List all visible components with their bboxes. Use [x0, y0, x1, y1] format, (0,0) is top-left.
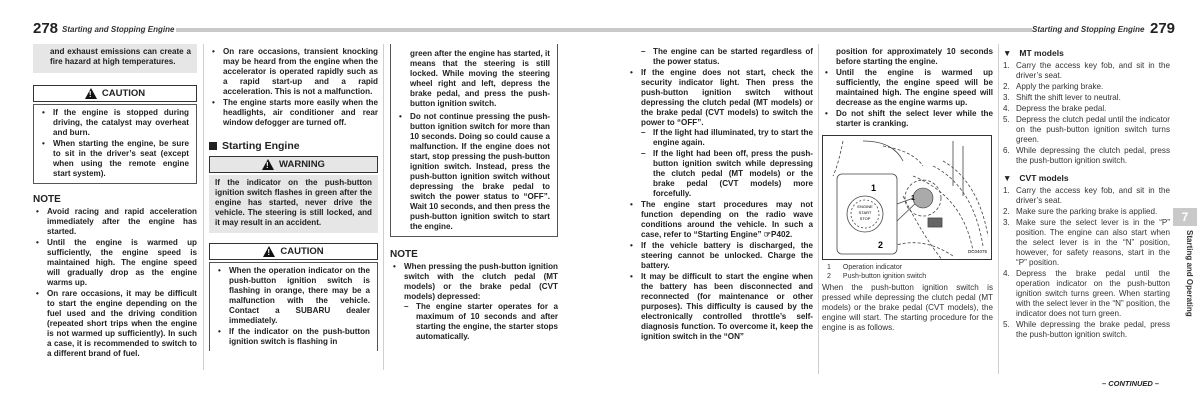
step-number: 1.	[1003, 61, 1010, 70]
warning-continued-text: and exhaust emissions can create a fire hazard at high temperatures.	[33, 44, 197, 73]
caution-item: • When starting the engine, be sure to sit in the driver’s seat (except when using the remote engine start system).	[39, 139, 189, 179]
step-text: Carry the access key fob, and sit in the driver’s seat.	[1016, 186, 1170, 205]
note-item: • The engine starts more easily when the headlights, air conditioner and rear window defogger are turned off.	[209, 98, 378, 128]
note-subitem: – The engine can be started regardless of the power status.	[641, 47, 813, 67]
column-2	[209, 47, 378, 351]
caution-item: • If the engine is stopped during driving, the catalyst may overheat and burn.	[39, 108, 189, 138]
note-item: • The engine start procedures may not function depending on the radio wave conditions around the vehicle. In such a case, refer to “Starting Engine” ☞P402.	[627, 200, 813, 240]
caution-continued-text: green after the engine has started, it means that the steering is still locked. While moving the steering wheel right and left, depress the brake pedal, and press the push-button ignition switch.	[410, 49, 550, 108]
caption-text: Push-button ignition switch	[842, 273, 927, 280]
column-divider	[818, 44, 819, 374]
step-number: 5.	[1003, 115, 1010, 124]
column-divider	[998, 44, 999, 374]
step-item	[1003, 186, 1170, 206]
step-item	[1003, 82, 1170, 92]
chapter-title: Starting and Operating	[1185, 230, 1194, 317]
caption-row	[822, 272, 993, 281]
caution-label: CAUTION	[101, 88, 146, 99]
figure-callout-2: 2	[878, 240, 884, 250]
warning-triangle-icon	[263, 246, 275, 257]
note-heading: NOTE	[33, 194, 61, 205]
continued-text: position for approximately 10 seconds before starting the engine.	[836, 47, 993, 66]
step-item	[1003, 115, 1170, 145]
step-item	[1003, 207, 1170, 217]
caution-label: CAUTION	[280, 246, 324, 257]
note-item	[390, 262, 558, 342]
body-paragraph: When the push-button ignition switch is pressed while depressing the clutch pedal (MT models) or the brake pedal (CVT models), the engine will start. The starting procedure for the engine is as follows.	[822, 283, 993, 332]
note-subitem: – If the light had been off, press the push-button ignition switch while depressing the clutch pedal (MT models) or the brake pedal (CVT models) more forcefully.	[641, 149, 813, 199]
note-item: • If the vehicle battery is discharged, the steering cannot be unlocked. Charge the battery.	[627, 241, 813, 271]
note-item	[627, 68, 813, 199]
warning-body: If the indicator on the push-button ignition switch flashes in green after the engine has started, never drive the vehicle. The steering is still locked, and it may result in an accident.	[209, 175, 378, 233]
step-text: Depress the brake pedal until the operation indicator on the push-button ignition switch turns green. When starting with the select lever in the “N” position, the indicator does not turn green.	[1016, 269, 1170, 318]
warning-triangle-icon	[262, 159, 274, 170]
caption-row	[822, 263, 993, 272]
triangle-down-icon: ▼	[1003, 173, 1012, 183]
figure-callout-1: 1	[871, 183, 877, 193]
warning-header	[209, 156, 378, 173]
step-item	[1003, 146, 1170, 166]
page-number-right: 279	[1150, 20, 1176, 37]
chapter-tab[interactable]: 7	[1173, 208, 1197, 226]
column-5	[822, 47, 993, 333]
step-item	[1003, 320, 1170, 340]
button-text: STOP	[859, 216, 871, 221]
figure-callout-1b: 1	[911, 195, 915, 202]
caption-number: 1	[827, 264, 831, 271]
button-text: ENGINE	[857, 204, 873, 209]
step-text: Depress the clutch pedal until the indicator on the push-button ignition switch turns green.	[1016, 115, 1170, 144]
step-number: 2.	[1003, 207, 1010, 216]
header-bar-left	[176, 28, 600, 32]
warning-triangle-icon	[85, 88, 97, 99]
page-number-left: 278	[33, 20, 59, 37]
note-subitem: – The engine starter operates for a maximum of 10 seconds and after starting the engine, the starter stops automatically.	[404, 302, 558, 342]
note-item-text: If the engine does not start, check the security indicator light. Then press the push-button ignition switch without depressing the clutch pedal (MT models) or the brake pedal (CVT models) to switch the power to “OFF”.	[641, 68, 813, 127]
header-bar-right	[600, 28, 1032, 32]
mt-steps-list	[1003, 61, 1170, 166]
column-3	[390, 44, 558, 343]
step-item	[1003, 104, 1170, 114]
caution-header	[209, 243, 378, 260]
step-number: 5.	[1003, 320, 1010, 329]
column-1	[33, 44, 197, 360]
step-number: 3.	[1003, 218, 1010, 227]
note-item: • On rare occasions, it may be difficult to start the engine depending on the fuel used and the driving condition (repeated short trips when the engine is not warmed up sufficiently). In such a case, it is recommended to switch to a different brand of fuel.	[33, 289, 197, 359]
step-number: 2.	[1003, 82, 1010, 91]
caption-text: Operation indicator	[842, 264, 903, 271]
step-text: Depress the brake pedal.	[1016, 104, 1107, 113]
step-number: 6.	[1003, 146, 1010, 155]
caution-body	[209, 262, 378, 351]
header-title-left: Starting and Stopping Engine	[62, 25, 175, 34]
header-title-right: Starting and Stopping Engine	[1032, 25, 1145, 34]
caution-item: • Do not continue pressing the push-button ignition switch for more than 10 seconds. Doing so could cause a malfunction. If the engine does not start, stop pressing the push-button ignition switch. Instead, press the push-button ignition switch without depressing the brake pedal to switch the power status to “OFF”. Wait 10 seconds, and then press the push-button ignition switch to start the engine.	[396, 112, 550, 232]
step-text: Carry the access key fob, and sit in the driver’s seat.	[1016, 61, 1170, 80]
note-item: • On rare occasions, transient knocking may be heard from the engine when the accelerator is operated rapidly such as a rapid start-up and a rapid acceleration. This is not a malfunction.	[209, 47, 378, 97]
mt-models-heading	[1003, 48, 1170, 58]
caution-item: • If the indicator on the push-button ignition switch is flashing in	[215, 327, 370, 347]
note-item: • Until the engine is warmed up sufficiently, the engine speed will be maintained high. The engine speed will decrease as the engine warms up.	[822, 68, 993, 108]
cvt-steps-list	[1003, 186, 1170, 340]
column-4	[627, 47, 813, 343]
ignition-switch-illustration	[822, 135, 992, 260]
step-item	[1003, 61, 1170, 81]
cvt-models-title: CVT models	[1019, 173, 1069, 183]
step-item	[1003, 269, 1170, 319]
triangle-down-icon: ▼	[1003, 48, 1012, 58]
step-number: 3.	[1003, 93, 1010, 102]
caution-body-continued	[390, 44, 558, 237]
note-subitem: – If the light had illuminated, try to start the engine again.	[641, 128, 813, 148]
column-divider	[383, 44, 384, 370]
caption-number: 2	[827, 273, 831, 280]
figure-captions	[822, 263, 993, 281]
step-item	[1003, 93, 1170, 103]
section-title	[209, 140, 378, 152]
section-title-text: Starting Engine	[222, 140, 300, 152]
step-text: While depressing the brake pedal, press the push-button ignition switch.	[1016, 320, 1170, 339]
step-text: Shift the shift lever to neutral.	[1016, 93, 1121, 102]
step-text: Make sure the parking brake is applied.	[1016, 207, 1158, 216]
note-item: • Until the engine is warmed up sufficiently, the engine speed is maintained high. The engine speed will gradually drop as the engine warms up.	[33, 238, 197, 288]
column-6	[1003, 48, 1170, 341]
caution-body	[33, 104, 197, 184]
step-text: Apply the parking brake.	[1016, 82, 1104, 91]
step-text: Make sure the select lever is in the “P” position. The engine can also start when the select lever is in the “N” position, however, for safety reasons, start in the “P” position.	[1016, 218, 1170, 267]
mt-models-title: MT models	[1019, 48, 1064, 58]
caution-item: • When the operation indicator on the push-button ignition switch is flashing in orange, there may be a malfunction with the vehicle. Contact a SUBARU dealer immediately.	[215, 266, 370, 326]
note-item: • Avoid racing and rapid acceleration immediately after the engine has started.	[33, 207, 197, 237]
section-square-icon	[209, 142, 217, 150]
caution-header	[33, 85, 197, 102]
step-number: 4.	[1003, 104, 1010, 113]
step-item	[1003, 218, 1170, 268]
continued-label: – CONTINUED –	[1102, 379, 1160, 388]
figure-code: DC04075	[968, 249, 988, 254]
note-item-text: When pressing the push-button ignition switch with the clutch pedal (MT models) or the brake pedal (CVT models) depressed:	[404, 262, 558, 301]
step-number: 1.	[1003, 186, 1010, 195]
dashboard-drawing	[823, 136, 992, 260]
cvt-models-heading	[1003, 173, 1170, 183]
note-item: • Do not shift the select lever while the starter is cranking.	[822, 109, 993, 129]
step-text: While depressing the clutch pedal, press the push-button ignition switch.	[1016, 146, 1170, 165]
note-item: • It may be difficult to start the engine when the battery has been disconnected and reconnected (for maintenance or other purposes). This difficulty is caused by the electronically controlled throttle’s self-diagnosis function. To overcome it, keep the ignition switch in the “ON”	[627, 272, 813, 342]
step-number: 4.	[1003, 269, 1010, 278]
note-heading: NOTE	[390, 249, 418, 260]
button-text: START	[858, 210, 872, 215]
warning-label: WARNING	[279, 159, 325, 170]
column-divider	[203, 44, 204, 370]
